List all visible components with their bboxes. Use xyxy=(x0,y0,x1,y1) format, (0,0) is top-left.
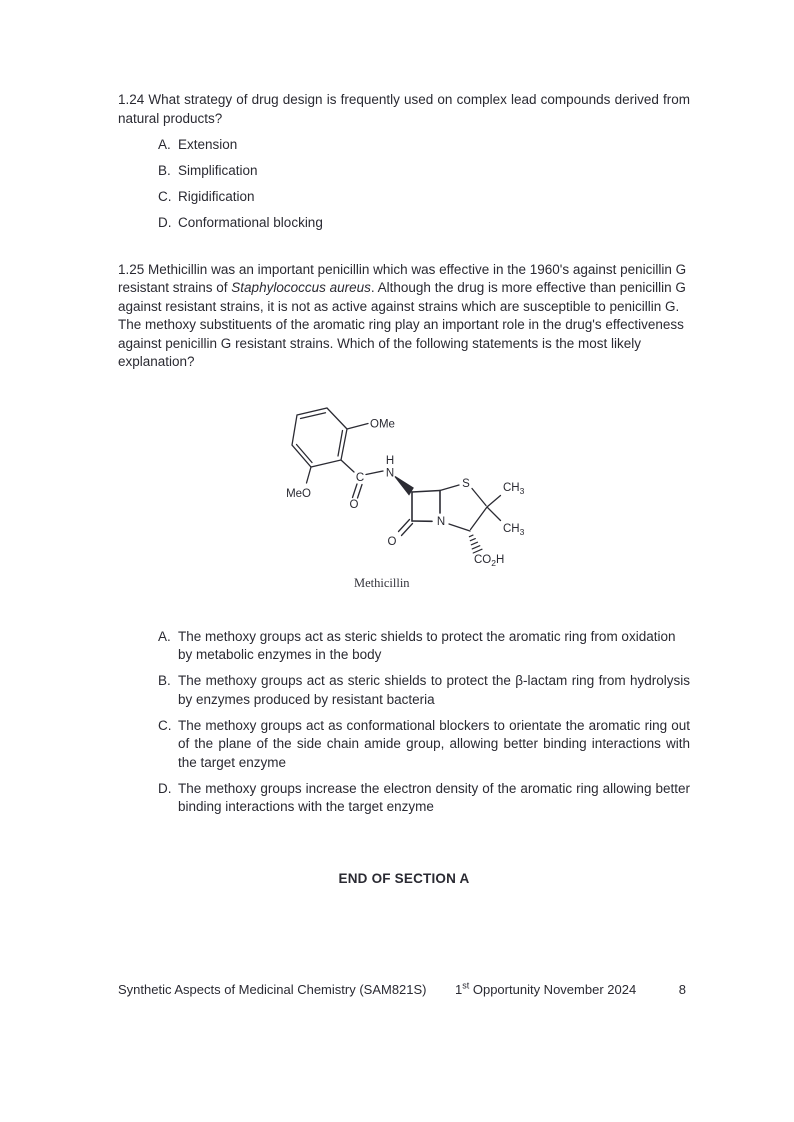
session-superscript: st xyxy=(462,980,470,991)
meo-label: MeO xyxy=(286,487,311,500)
option-letter: C. xyxy=(158,189,172,204)
methyl-subscript: 3 xyxy=(519,526,525,537)
option-text: The methoxy groups increase the electron density of the aromatic ring allowing better binding interactions with the target enzyme xyxy=(178,780,690,814)
methyl-subscript: 3 xyxy=(519,485,525,496)
option-c xyxy=(118,717,690,773)
options-1-24 xyxy=(118,136,690,233)
session-number: 1 xyxy=(455,982,463,997)
ome-label: OMe xyxy=(370,418,395,430)
bond-c-n xyxy=(366,471,383,475)
option-text: The methoxy groups act as conformational blockers to orientate the aromatic ring out of the plane of the side chain amide group, allowing better binding interactions with the target enzyme xyxy=(178,717,690,770)
question-text: What strategy of drug design is frequently used on complex lead compounds derived from natural products? xyxy=(118,92,690,126)
option-letter: B. xyxy=(158,673,171,688)
methyl-text: CH xyxy=(503,481,520,494)
option-text: Extension xyxy=(178,137,238,152)
footer-session xyxy=(455,982,636,997)
species-name: Staphylococcus aureus xyxy=(231,280,371,295)
option-letter: A. xyxy=(158,628,171,644)
page-footer xyxy=(118,982,690,1002)
question-text-before: Methicillin was an important penicillin which was effective in the 1960's against penicillin G resistant strains of xyxy=(118,261,687,295)
options-1-25 xyxy=(118,628,690,817)
amide-n-label: N xyxy=(385,467,395,479)
page-number: 8 xyxy=(678,982,686,997)
acid-h-text: H xyxy=(495,553,505,566)
option-b xyxy=(118,162,690,181)
carbonyl-c-label: C xyxy=(355,471,365,484)
bond-methyl-top xyxy=(487,495,501,507)
benzene-ring xyxy=(292,408,347,467)
bond-c2-c3 xyxy=(471,507,488,530)
lactam-o-label: O xyxy=(387,535,397,548)
methyl-text: CH xyxy=(503,522,520,535)
question-text-after: . Although the drug is more effective than penicillin G against resistant strains, it is not as active against strains which are susceptible to penicillin G. The methoxy substituents of the aromatic ring play an important role in the drug's effectiveness against penicillin G resistant strains. Which of the following statements is the most likely explanation? xyxy=(118,280,686,369)
option-d xyxy=(118,214,690,233)
footer-course-title: Synthetic Aspects of Medicinal Chemistry (SAM821S) xyxy=(118,982,427,997)
methyl-top-label xyxy=(503,482,525,496)
acid-subscript: 2 xyxy=(491,557,496,568)
bond-ring-carbonyl xyxy=(341,460,354,472)
option-text: The methoxy groups act as steric shields to protect the β-lactam ring from hydrolysis by enzymes produced by resistant bacteria xyxy=(178,673,690,707)
molecule-name: Methicillin xyxy=(354,575,410,590)
acid-label xyxy=(474,554,504,568)
option-c xyxy=(118,188,690,207)
option-text: Rigidification xyxy=(178,189,255,204)
option-letter: A. xyxy=(158,137,171,152)
methyl-bottom-label xyxy=(503,523,525,537)
bond-c5-s xyxy=(440,485,459,491)
option-letter: D. xyxy=(158,780,172,796)
option-letter: C. xyxy=(158,717,172,733)
option-a xyxy=(118,628,690,665)
bond-ome xyxy=(347,423,368,429)
bond-c3-n xyxy=(449,524,470,531)
question-1-24 xyxy=(118,91,690,128)
sulfur-label: S xyxy=(462,477,470,490)
wedge-bond xyxy=(395,476,413,494)
option-b xyxy=(118,672,690,709)
end-of-section-heading: END OF SECTION A xyxy=(338,870,470,886)
amide-h-label: H xyxy=(385,454,395,467)
option-text: The methoxy groups act as steric shields to protect the aromatic ring from oxidation by metabolic enzymes in the body xyxy=(178,628,676,662)
bond-meo xyxy=(307,467,312,483)
option-letter: B. xyxy=(158,163,171,178)
question-number: 1.25 xyxy=(118,261,145,277)
option-text: Simplification xyxy=(178,163,258,178)
option-letter: D. xyxy=(158,215,172,230)
ring-n-label: N xyxy=(436,515,446,528)
amide-o-label: O xyxy=(349,498,359,511)
session-text: Opportunity November 2024 xyxy=(469,982,637,997)
bond-methyl-bottom xyxy=(487,507,501,521)
acid-text: CO xyxy=(474,553,492,566)
hashed-wedge-bond xyxy=(469,535,482,553)
question-number: 1.24 xyxy=(118,92,145,107)
option-d xyxy=(118,780,690,817)
methicillin-structure xyxy=(118,394,690,599)
question-1-25 xyxy=(118,261,690,372)
option-a xyxy=(118,136,690,155)
option-text: Conformational blocking xyxy=(178,215,323,230)
bond-s-c2 xyxy=(472,488,486,505)
